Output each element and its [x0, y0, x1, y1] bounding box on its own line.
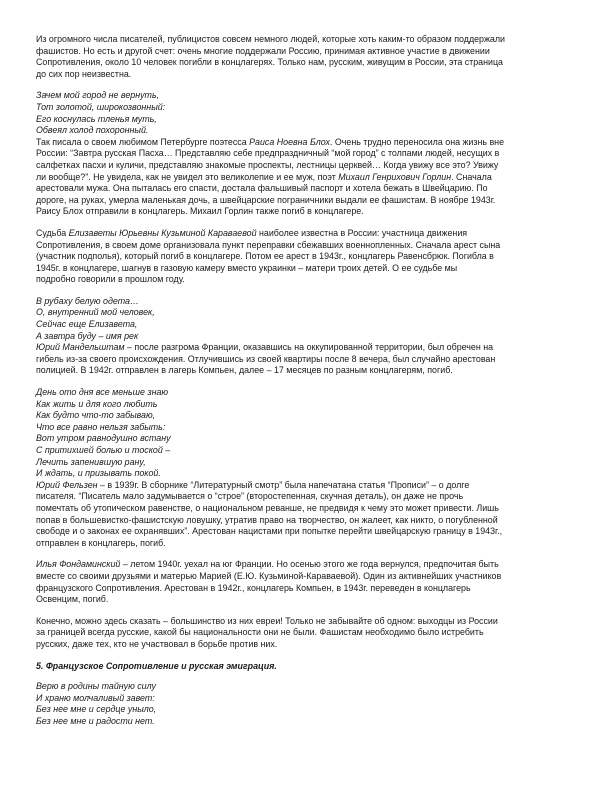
poem-line: С притихшей болью и тоской – [36, 445, 171, 455]
poem-line: Без нее мне и сердце уныло, [36, 704, 157, 715]
text-run: . Сначала [451, 171, 492, 182]
poem-line: О, внутренний мой человек, [36, 307, 155, 318]
text-run: – летом 1940г. уехал на юг Франции. Но осенью этого же года вернулся, предпочитая быть [120, 559, 499, 570]
text-run: . Очень трудно переносила она жизнь вне [329, 136, 505, 147]
text-line: вместе со своими друзьями и матерью Марией (Е.Ю. Кузьминой-Караваевой). Один из активнейших участников [36, 570, 502, 581]
poem-petersburg [36, 90, 574, 136]
intro-paragraph [36, 34, 574, 80]
text-line [36, 137, 574, 149]
poem-line: А завтра буду – имя рек [36, 330, 139, 341]
text-line [36, 559, 574, 571]
text-line: Из огромного числа писателей, публицистов совсем немного людей, которые хоть каким-то образом поддержали [36, 34, 506, 44]
text-line: Сопротивления, в своем доме организовала пункт переправки сбежавших военнопленных. Сначала арест сына [36, 239, 501, 250]
text-line: (участник подполья), который погиб в концлагере. Потом ее арест в 1943г., концлагерь Равенсбрюк. Погибла в [36, 251, 494, 262]
poem-homeland [36, 681, 574, 727]
person-name: Юрий Мандельштам [36, 342, 125, 353]
text-line [36, 228, 574, 240]
text-line: попав в большевистко-фашистскую ловушку, утратив право на творчество, он жалеет, как никто, о погубленной [36, 514, 498, 525]
text-line: Конечно, можно здесь сказать – большинство из них евреи! Только не забывайте об одном: выходцы из России [36, 615, 498, 626]
paragraph-fondaminsky [36, 559, 574, 605]
text-line: гибель из-за своего происхождения. Отлучившись из своей квартиры после 8 вечера, был случайно арестован [36, 353, 496, 364]
text-line: Раису Блох отправили в концлагерь. Михаил Горлин также погиб в концлагере. [36, 206, 364, 217]
poem-line: Зачем мой город не вернуть, [36, 90, 160, 101]
person-name: Михаил Генрихович Горлин [338, 171, 452, 182]
person-name: Раиса Ноевна Блох [249, 136, 330, 147]
poem-line: Его коснулась тленья муть, [36, 113, 157, 124]
person-name: Илья Фондаминский [36, 559, 121, 570]
text-line: писателя. “Писатель мало задумывается о “строе” (второстепенная, скучная деталь), он даже не прочь [36, 491, 464, 502]
poem-line: День ото дня все меньше знаю [36, 387, 169, 398]
text-line: дороге, на руках, умерла маленькая дочь, а швейцарские пограничники выдали ее фашистам. В ноябре 1943г. [36, 194, 496, 205]
text-line: помечтать об утопическом равенстве, о национальном реванше, не предвидя к чему это может привести. Лишь [36, 502, 499, 513]
text-line [36, 172, 574, 184]
poem-line: Верю в родины тайную силу [36, 681, 156, 692]
poem-day-by-day [36, 387, 574, 480]
poem-line: В рубаху белую одета… [36, 295, 139, 306]
poem-line: И храню молчаливый завет: [36, 692, 155, 703]
poem-line: Лечить запенившую рану, [36, 456, 146, 467]
text-line: подробно говорили в прошлом году. [36, 274, 185, 285]
text-line [36, 480, 574, 492]
paragraph-kuzmina-karavaeva [36, 228, 574, 286]
paragraph-raisa-blokh [36, 137, 574, 218]
text-line: за границей всегда русские, какой бы национальности они не были. Фашистам необходимо было истребить [36, 627, 484, 638]
text-run: наиболее известна в России: участница движения [256, 227, 468, 238]
text-run: ли вообще?”. Не увидела, как не увидел это великолепие и ее муж, поэт [36, 171, 339, 182]
poem-line: Без нее мне и радости нет. [36, 715, 155, 726]
section-heading: 5. Французское Сопротивление и русская эмиграция. [36, 660, 277, 671]
paragraph-felzen [36, 480, 574, 550]
text-line: свободе и о законах ее охранявших”. Арестован нацистами при попытке перейти швейцарскую границу в 1943г., [36, 526, 503, 537]
poem-line: Обвеял холод похоронный. [36, 125, 149, 136]
poem-line: Сейчас еще Елизавета, [36, 319, 138, 330]
text-run: Так писала о своем любимом Петербурге поэтесса [36, 136, 250, 147]
text-run: Судьба [36, 227, 69, 238]
text-line: 1945г. в концлагере, шагнув в газовую камеру вместо украинки – матери троих детей. О ее судьбе мы [36, 262, 458, 273]
text-line [36, 342, 574, 354]
text-line: французского Сопротивления. Арестован в 1942г., концлагерь Компьен, в 1943г. переведен в концлагерь [36, 582, 471, 593]
text-line: арестовали мужа. Она пыталась его спасти, достала фальшивый паспорт и хотела бежать в Швейцарию. По [36, 183, 488, 194]
person-name: Елизаветы Юрьевны Кузьминой Караваевой [68, 227, 257, 238]
paragraph-conclusion [36, 616, 574, 651]
text-line: отправлен в концлагерь, погиб. [36, 537, 166, 548]
poem-white-shirt [36, 296, 574, 342]
text-run: – в 1939г. В сборнике “Литературный смотр” была напечатана статья “Прописи” – о долге [97, 479, 470, 490]
poem-line: Вот утром равнодушно встану [36, 433, 171, 444]
text-line: Сопротивления, около 10 человек погибли в концлагерях. Только нам, русским, живущим в России, эта страница [36, 57, 503, 68]
poem-line: Как жить и для кого любить [36, 398, 158, 409]
text-line: салфетках пасхи и куличи, представляю знакомые проспекты, лестницы церквей… Когда увижу все это? Увижу [36, 159, 499, 170]
text-run: – после разгрома Франции, оказавшись на оккупированной территории, был обречен на [124, 342, 494, 353]
text-line: Освенцим, погиб. [36, 594, 109, 605]
poem-line: Как будто что-то забываю, [36, 410, 156, 421]
text-line: до сих пор неизвестна. [36, 68, 132, 79]
person-name: Юрий Фельзен [36, 479, 98, 490]
poem-line: И ждать, и призывать покой. [36, 468, 161, 479]
poem-line: Что все равно нельзя забыть: [36, 421, 166, 432]
text-line: русских, даже тех, кто не участвовал в борьбе против них. [36, 638, 278, 649]
paragraph-mandelshtam [36, 342, 574, 377]
text-line: полицией. В 1942г. отправлен в лагерь Компьен, далее – 17 месяцев по разным концлагерям, погиб. [36, 365, 453, 376]
text-line: фашистов. Но есть и другой счет: очень многие поддержали Россию, принимая активное участие в движении [36, 45, 490, 56]
text-line: России: “Завтра русская Пасха… Представляю себе предпраздничный “мой город” с толпами людей, несущих в [36, 148, 500, 159]
poem-line: Тот золотой, широкозвонный: [36, 101, 166, 112]
